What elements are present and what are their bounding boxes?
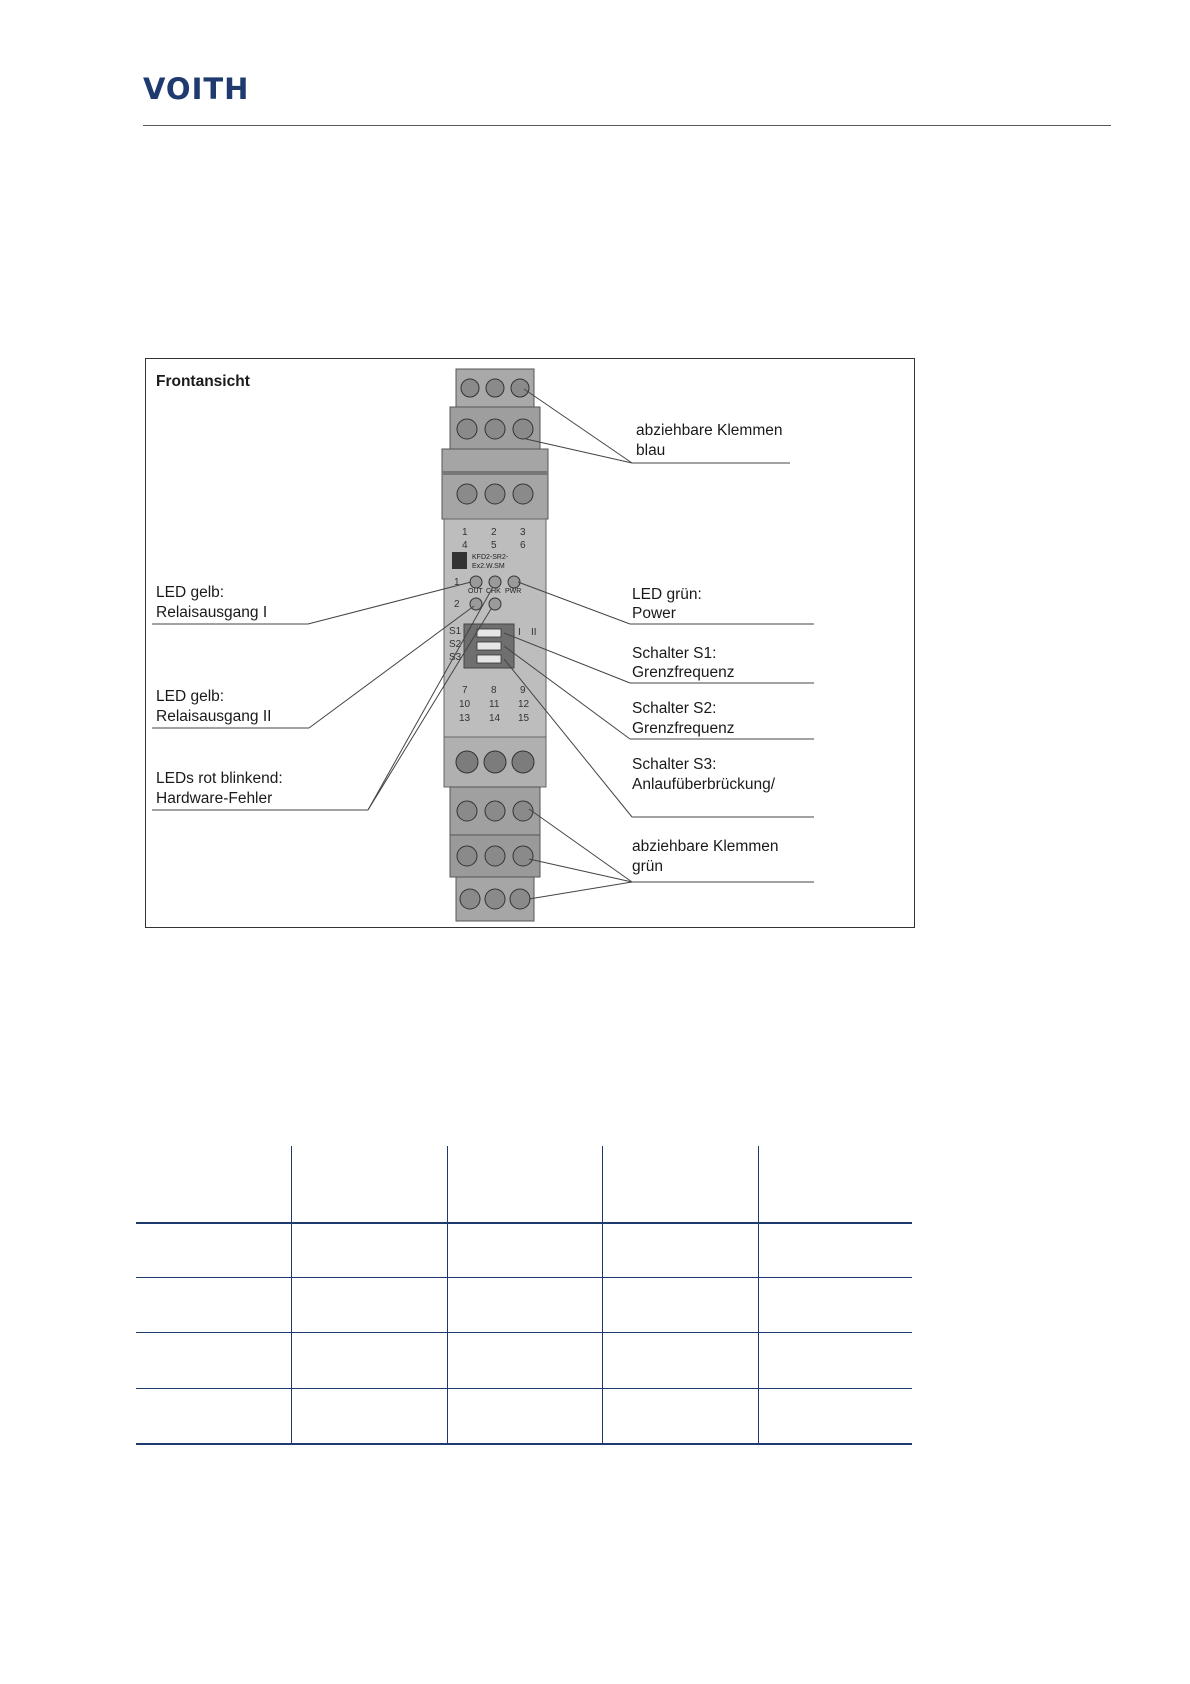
callout-switch-s1	[632, 645, 735, 681]
svg-text:8: 8	[491, 685, 497, 696]
svg-text:LED grün:: LED grün:	[632, 586, 702, 603]
svg-text:LEDs rot blinkend:: LEDs rot blinkend:	[156, 770, 283, 787]
svg-text:S3: S3	[449, 652, 462, 663]
table-row-rule	[136, 1332, 912, 1333]
callout-terminals-blue	[636, 422, 782, 459]
svg-text:LED gelb:: LED gelb:	[156, 688, 225, 705]
svg-text:1: 1	[462, 527, 468, 538]
svg-text:Anlaufüberbrückung/: Anlaufüberbrückung/	[632, 776, 776, 793]
callout-switch-s2	[632, 700, 735, 737]
callout-switch-s3	[632, 756, 776, 793]
terminal-holes-middle	[456, 751, 534, 773]
svg-text:Relaisausgang I: Relaisausgang I	[156, 604, 268, 621]
svg-text:blau: blau	[636, 442, 666, 459]
callout-terminals-green	[632, 838, 778, 875]
svg-text:12: 12	[518, 699, 530, 710]
header-divider	[143, 125, 1111, 126]
svg-text:15: 15	[518, 713, 530, 724]
table-row-rule	[136, 1388, 912, 1389]
svg-text:1: 1	[454, 577, 460, 588]
table-row-rule	[136, 1277, 912, 1278]
svg-text:14: 14	[489, 713, 501, 724]
table-header-rule	[136, 1222, 912, 1224]
svg-text:CHK: CHK	[486, 588, 501, 595]
callout-led-yellow-2	[156, 688, 271, 725]
table-column-divider	[291, 1146, 292, 1444]
svg-text:abziehbare Klemmen: abziehbare Klemmen	[632, 838, 779, 855]
svg-text:7: 7	[462, 685, 468, 696]
svg-text:II: II	[531, 627, 537, 638]
svg-text:Hardware-Fehler: Hardware-Fehler	[156, 790, 273, 807]
svg-text:2: 2	[454, 599, 460, 610]
svg-text:Schalter S1:: Schalter S1:	[632, 645, 717, 662]
svg-text:5: 5	[491, 540, 497, 551]
svg-text:S1: S1	[449, 626, 462, 637]
table-bottom-rule	[136, 1443, 912, 1445]
svg-text:OUT: OUT	[468, 588, 483, 595]
table-column-divider	[602, 1146, 603, 1444]
svg-text:Schalter S2:: Schalter S2:	[632, 700, 717, 717]
svg-text:Grenzfrequenz: Grenzfrequenz	[632, 720, 735, 737]
device-diagram	[146, 359, 916, 929]
svg-text:LED gelb:: LED gelb:	[156, 584, 225, 601]
svg-text:grün: grün	[632, 858, 664, 875]
svg-text:9: 9	[520, 685, 526, 696]
svg-text:4: 4	[462, 540, 468, 551]
terminal-screws-bottom	[457, 801, 533, 909]
svg-text:11: 11	[489, 699, 500, 710]
voith-logo: VOITH	[143, 72, 250, 106]
table-column-divider	[447, 1146, 448, 1444]
svg-text:Power: Power	[632, 605, 676, 622]
svg-text:I: I	[518, 627, 521, 638]
svg-text:S2: S2	[449, 639, 462, 650]
figure-title: Frontansicht	[156, 373, 250, 390]
svg-text:13: 13	[459, 713, 471, 724]
svg-text:PWR: PWR	[505, 588, 522, 595]
svg-text:Ex2.W.SM: Ex2.W.SM	[472, 563, 505, 570]
callout-leds-red	[156, 770, 283, 807]
svg-text:10: 10	[459, 699, 471, 710]
callout-led-green	[632, 586, 702, 622]
svg-text:2: 2	[491, 527, 497, 538]
callout-led-yellow-1	[156, 584, 267, 621]
svg-text:Relaisausgang II: Relaisausgang II	[156, 708, 272, 725]
svg-text:6: 6	[520, 540, 526, 551]
svg-text:KFD2-SR2-: KFD2-SR2-	[472, 554, 509, 561]
svg-text:3: 3	[520, 527, 526, 538]
svg-text:abziehbare Klemmen: abziehbare Klemmen	[636, 422, 783, 439]
svg-text:Schalter S3:: Schalter S3:	[632, 756, 717, 773]
table-column-divider	[758, 1146, 759, 1444]
empty-table-grid	[136, 1146, 912, 1446]
svg-text:Grenzfrequenz: Grenzfrequenz	[632, 664, 735, 681]
front-view-figure	[145, 358, 915, 928]
